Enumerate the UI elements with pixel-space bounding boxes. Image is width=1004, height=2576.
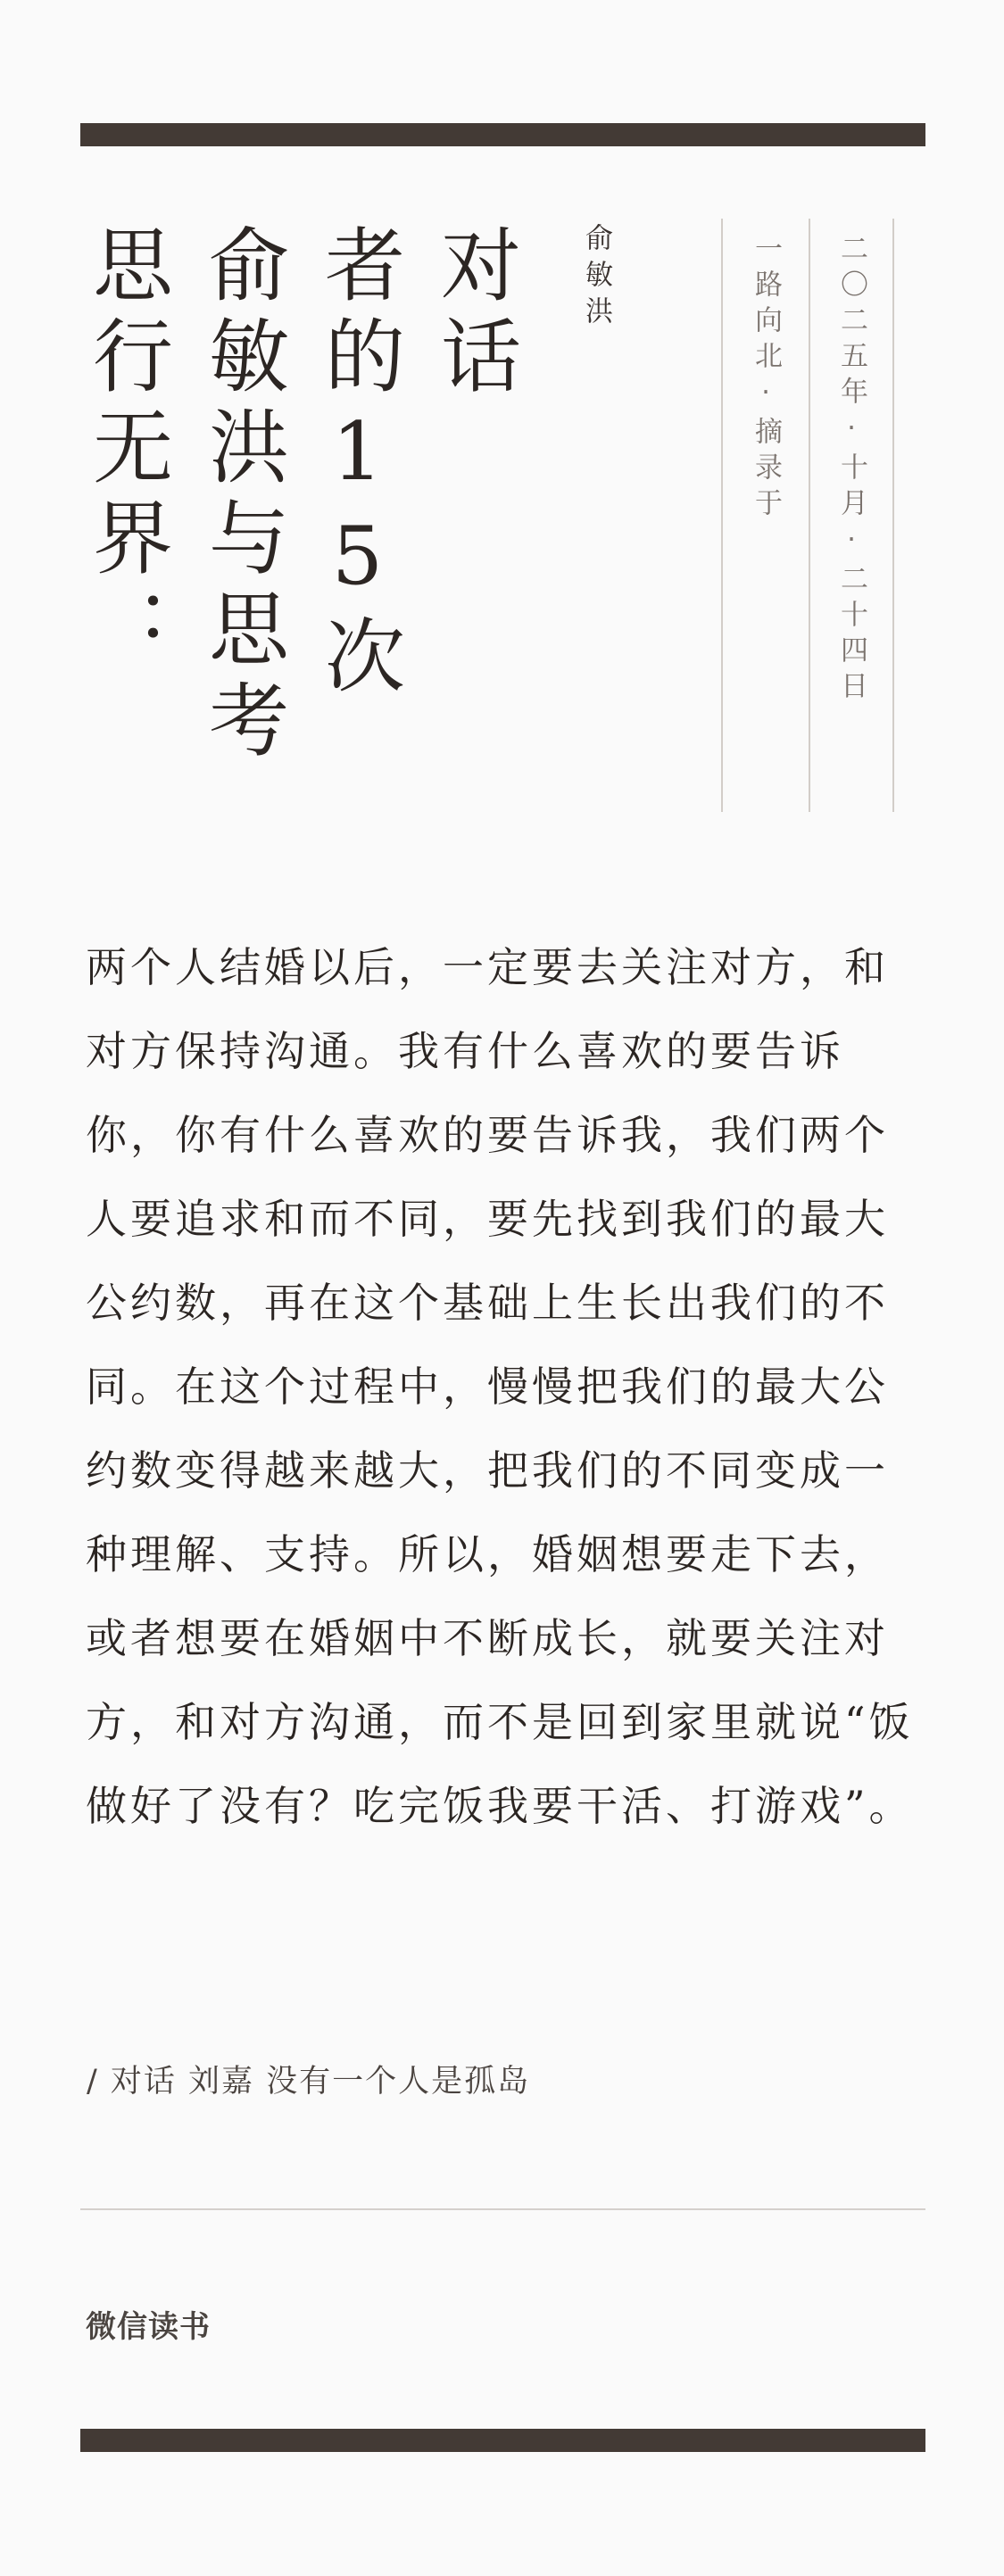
quote-body: 两个人结婚以后，一定要去关注对方，和对方保持沟通。我有什么喜欢的要告诉你，你有什么喜欢的要告诉我，我们两个人要追求和而不同，要先找到我们的最大公约数，再在这个基础上生长出我们的不同。在这个过程中，慢慢把我们的最大公约数变得越来越大，把我们的不同变成一种理解、支持。所以，婚姻想要走下去，或者想要在婚姻中不断成长，就要关注对方，和对方沟通，而不是回到家里就说“饭做好了没有？吃完饭我要干活、打游戏”。 [86,943,914,1830]
title-line-2: 者的15次 [311,223,404,705]
bottom-bar [80,2429,925,2452]
author-name: 俞敏洪 [580,223,612,333]
excerpt-source-label: 一路向北·摘录于 [750,234,782,524]
vertical-rule-left [721,219,723,812]
top-bar [80,123,925,146]
divider [80,2208,925,2210]
brand-logo: 微信读书 [86,2309,211,2345]
quote-source: / 对话 刘嘉 没有一个人是孤岛 [87,2064,531,2100]
date-label: 二〇二五年·十月·二十四日 [835,234,867,707]
vertical-rule-middle [809,219,810,812]
title-line-3: 俞敏洪与思考 [195,223,288,769]
title-line-4: 思行无界： [79,223,172,678]
vertical-rule-right [892,219,894,812]
title-line-1: 对话 [427,223,520,405]
